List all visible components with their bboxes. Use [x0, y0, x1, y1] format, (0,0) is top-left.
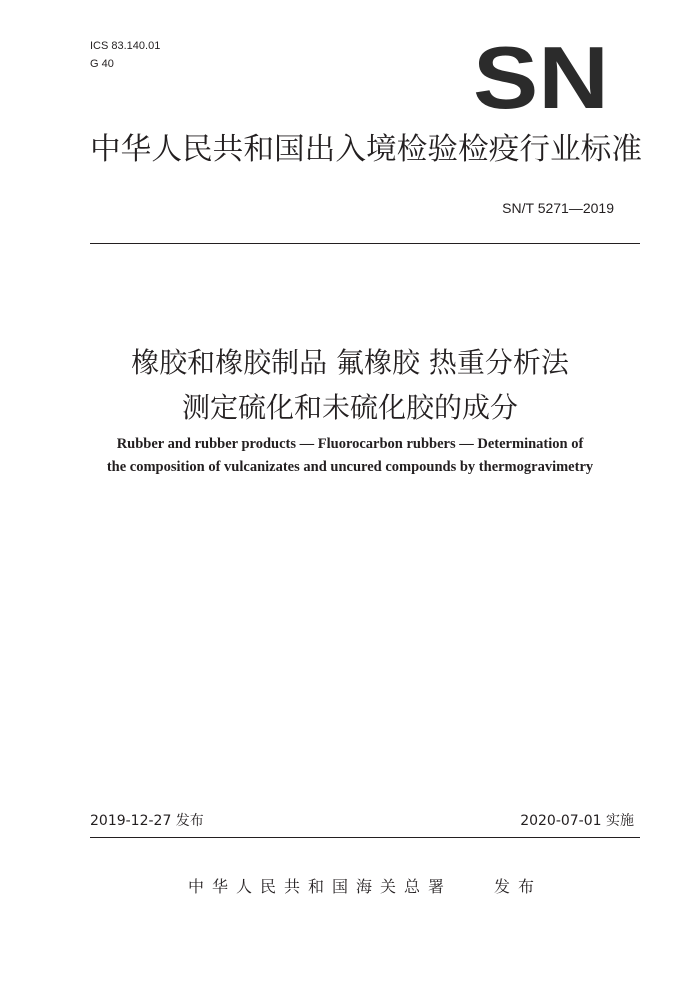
sn-logo-text: SN	[473, 42, 609, 112]
implementation-date: 2020-07-01 实施	[520, 813, 634, 829]
bottom-divider	[90, 837, 640, 838]
title-cn-line2: 测定硫化和未硫化胶的成分	[181, 391, 518, 424]
sn-logo	[471, 42, 611, 112]
issue-date: 2019-12-27 发布	[90, 813, 204, 829]
top-divider	[90, 243, 640, 244]
ics-code: ICS 83.140.01	[90, 40, 161, 52]
issuer-title: 中华人民共和国出入境检验检疫行业标准	[90, 132, 643, 167]
title-en-line2: the composition of vulcanizates and uncured compounds by thermogravimetry	[106, 459, 594, 475]
title-en-line1: Rubber and rubber products — Fluorocarbon rubbers — Determination of	[116, 436, 584, 452]
title-cn-line1: 橡胶和橡胶制品 氟橡胶 热重分析法	[131, 346, 569, 379]
issuing-authority: 中华人民共和国海关总署	[188, 877, 453, 896]
standard-number: SN/T 5271—2019	[502, 200, 614, 216]
publish-label: 发布	[494, 877, 543, 896]
classification-code: G 40	[90, 58, 114, 70]
